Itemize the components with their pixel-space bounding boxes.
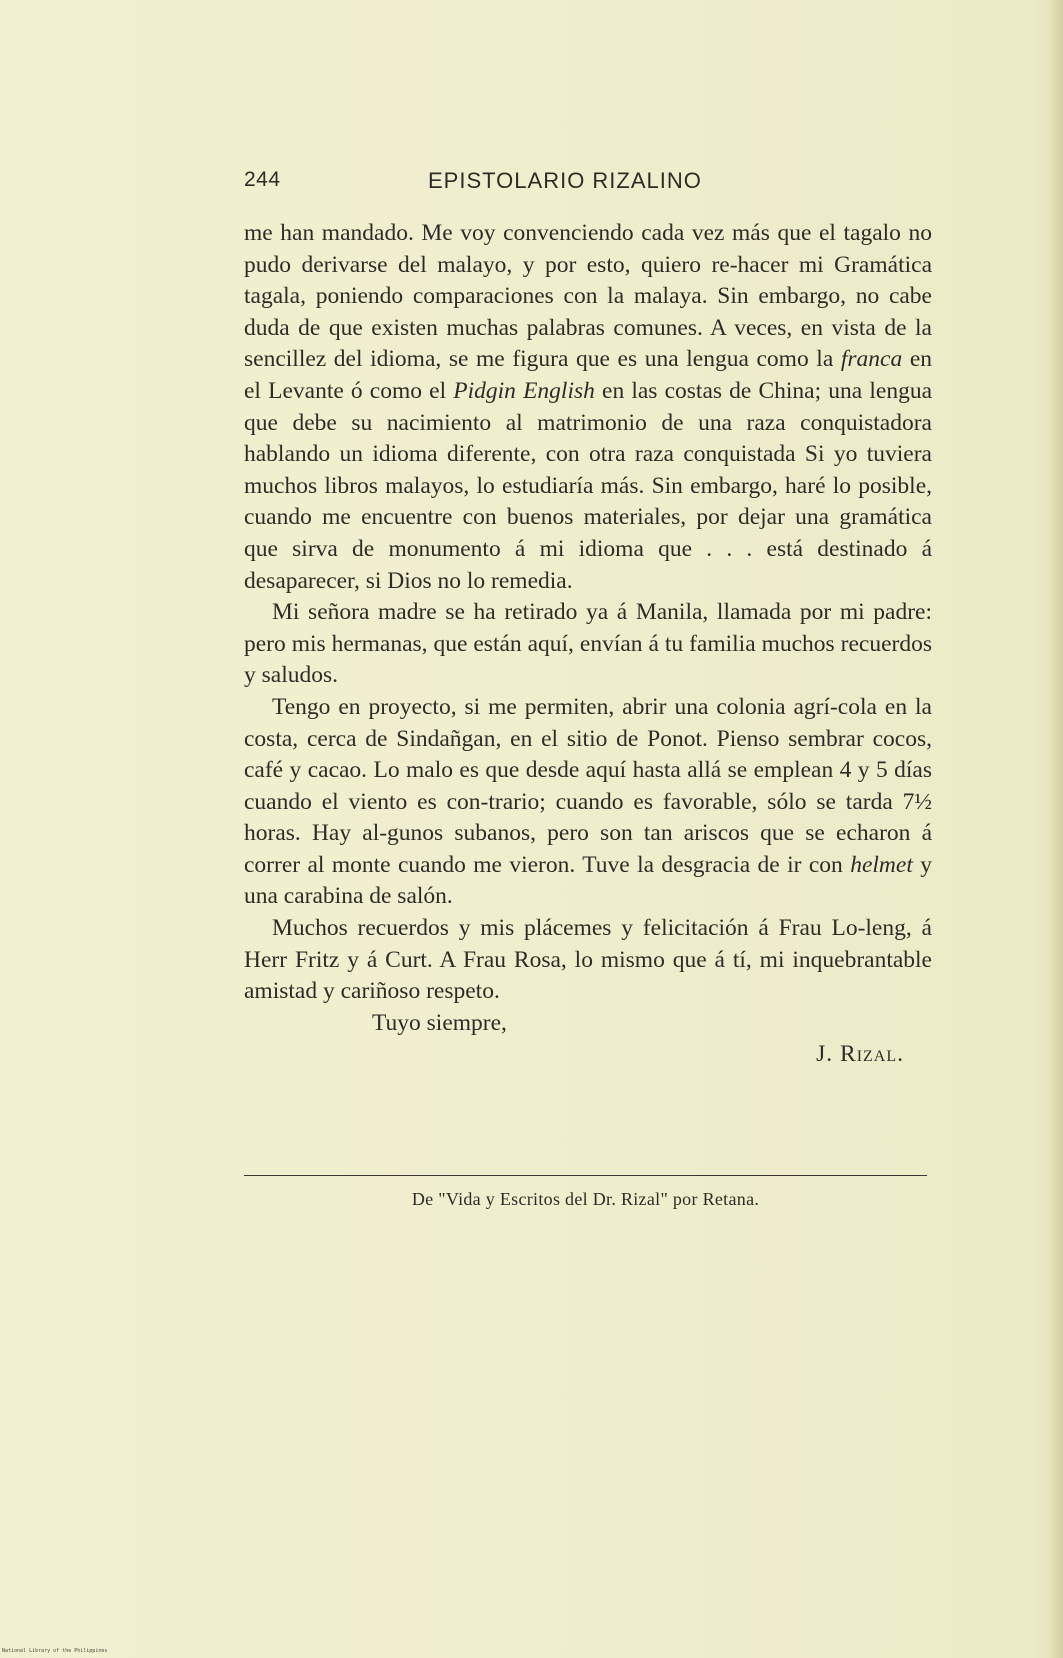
italic-pidgin-english: Pidgin English (453, 377, 595, 404)
paragraph-1-part-2: en el Levante ó como el (244, 346, 932, 404)
paragraph-3 (244, 692, 932, 913)
page-header (244, 168, 926, 200)
paragraph-3-part-2: y una carabina de salón. (244, 851, 933, 910)
paragraph-1 (244, 218, 932, 597)
italic-helmet: helmet (850, 851, 913, 878)
library-stamp: National Library of the Philippines (2, 1648, 108, 1654)
paragraph-2: Mi señora madre se ha retirado ya á Manila, llamada por mi padre: pero mis hermanas, que están aquí, envían á tu familia muchos recuerdos y saludos. (244, 599, 932, 689)
paragraph-3-part-1: Tengo en proyecto, si me permiten, abrir una colonia agrí-cola en la costa, cerca de Sindañgan, en el sitio de Ponot. Pienso sembrar cocos, café y cacao. Lo malo es que desde aquí hasta allá se emplean 4 y 5 días cuando el viento es con-trario; cuando es favorable, sólo se tarda 7½ horas. Hay al-gunos subanos, pero son tan ariscos que se echaron á correr al monte cuando me vieron. Tuve la desgracia de ir con (244, 693, 932, 878)
signature-surname: Rizal. (840, 1041, 904, 1068)
closing-salutation: Tuyo siempre, (372, 1009, 507, 1036)
paragraph-1-part-3: en las costas de China; una lengua que debe su nacimiento al matrimonio de una raza conquistadora hablando un idioma diferente, con otra raza conquistada Si yo tuviera muchos libros malayos, lo estudiaría más. Sin embargo, haré lo posible, cuando me encuentre con buenos materiales, por dejar una gramática que sirva de monumento á mi idioma que . . . está destinado á desaparecer, si Dios no lo remedia. (244, 377, 932, 594)
source-note: De "Vida y Escritos del Dr. Rizal" por Retana. (411, 1189, 760, 1209)
page-number: 244 (244, 168, 281, 191)
paragraph-4: Muchos recuerdos y mis plácemes y felicitación á Frau Lo-leng, á Herr Fritz y á Curt. A Frau Rosa, lo mismo que á tí, mi inquebrantable amistad y cariñoso respeto. (244, 915, 932, 1005)
running-title: EPISTOLARIO RIZALINO (428, 168, 702, 193)
footnote-divider (244, 1175, 927, 1176)
signature-initial: J. (816, 1041, 834, 1068)
page-edge-shadow (1049, 0, 1063, 1658)
italic-franca: franca (840, 346, 903, 373)
signature (244, 1039, 932, 1071)
paragraph-1-part-1: me han mandado. Me voy convenciendo cada vez más que el tagalo no pudo derivarse del malayo, y por esto, quiero re-hacer mi Gramática tagala, poniendo comparaciones con la malaya. Sin embargo, no cabe duda de que existen muchas palabras comunes. A veces, en vista de la sencillez del idioma, se me figura que es una lengua como la (244, 220, 932, 373)
letter-body (244, 218, 932, 1071)
